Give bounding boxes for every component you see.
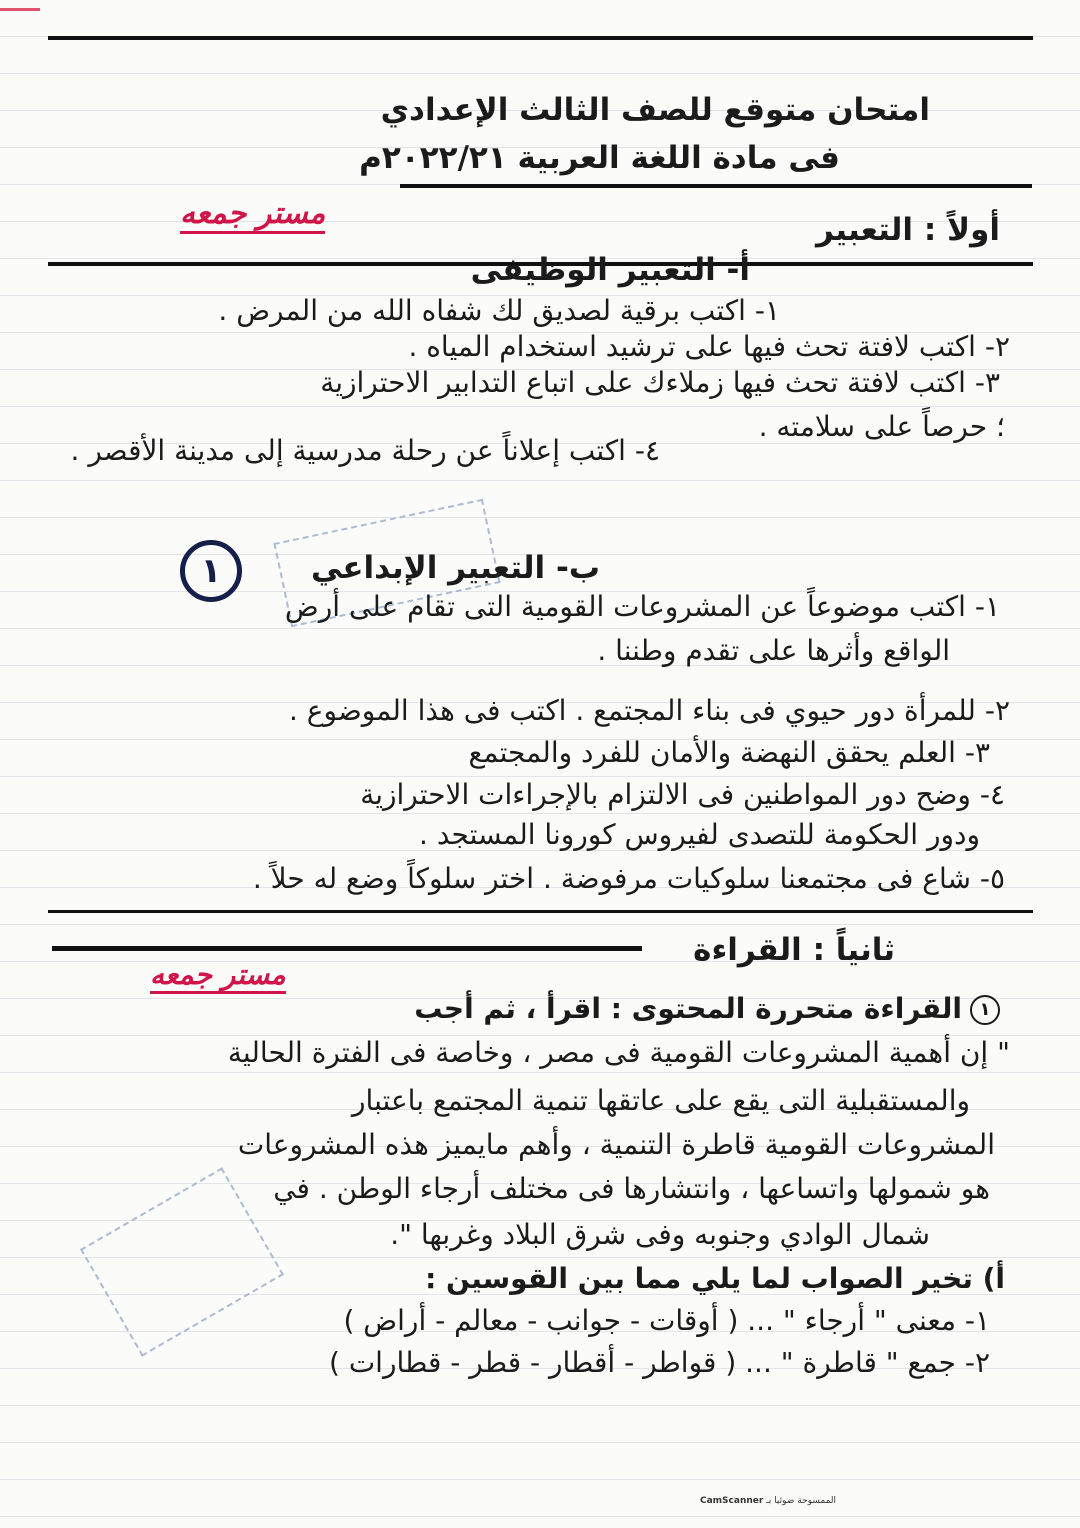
page-number-text: ١ [200, 551, 222, 591]
functional-item-2: ٢- اكتب لافتة تحث فيها على ترشيد استخدام المياه . [408, 330, 1010, 363]
section-expression-heading: أولاً : التعبير [816, 212, 1000, 248]
passage-line-2: والمستقبلية التى يقع على عاتقها تنمية المجتمع باعتبار [352, 1084, 970, 1117]
choice-question-2: ٢- جمع " قاطرة " ... ( قواطر - أقطار - قطر - قطارات ) [329, 1346, 990, 1379]
passage-line-3: المشروعات القومية قاطرة التنمية ، وأهم مايميز هذه المشروعات [237, 1128, 995, 1161]
teacher-signature-top: مستر جمعه [180, 196, 325, 234]
question-number-badge: ١ [970, 995, 1000, 1025]
creative-item-4-line2: ودور الحكومة للتصدى لفيروس كورونا المستجد . [419, 818, 980, 851]
passage-line-5: شمال الوادي وجنوبه وفى شرق البلاد وغربها ". [390, 1218, 930, 1251]
creative-item-2: ٢- للمرأة دور حيوي فى بناء المجتمع . اكتب فى هذا الموضوع . [289, 694, 1010, 727]
teacher-signature-reading: مستر جمعه [150, 958, 286, 994]
title-divider [400, 184, 1032, 188]
scanner-watermark [700, 1496, 836, 1506]
top-margin-line [0, 8, 40, 11]
functional-item-1: ١- اكتب برقية لصديق لك شفاه الله من المرض . [218, 294, 780, 327]
functional-item-4-line2: ٤- اكتب إعلاناً عن رحلة مدرسية إلى مدينة الأقصر . [70, 434, 660, 467]
creative-item-5: ٥- شاع فى مجتمعنا سلوكيات مرفوضة . اختر سلوكاً وضع له حلاً . [252, 862, 1005, 895]
top-divider [48, 36, 1033, 40]
scanner-prefix: الممسوحة ضوئيا بـ [766, 1496, 837, 1506]
exam-subtitle: فى مادة اللغة العربية ٢٠٢٢/٢١م [359, 140, 840, 176]
creative-item-3: ٣- العلم يحقق النهضة والأمان للفرد والمجتمع [468, 736, 990, 769]
creative-item-1-line1: ١- اكتب موضوعاً عن المشروعات القومية التى تقام على أرض [284, 590, 1000, 623]
faint-stamp-bottom [80, 1167, 284, 1356]
functional-item-3: ٣- اكتب لافتة تحث فيها زملاءك على اتباع التدابير الاحترازية [320, 366, 1000, 399]
choice-question-1: ١- معنى " أرجاء " ... ( أوقات - جوانب - معالم - أراض ) [343, 1304, 990, 1337]
passage-line-1: " إن أهمية المشروعات القومية فى مصر ، وخاصة فى الفترة الحالية [227, 1036, 1010, 1069]
page-number-badge [180, 540, 242, 602]
section-reading-heading: ثانياً : القراءة [693, 932, 895, 968]
creative-item-4-line1: ٤- وضح دور المواطنين فى الالتزام بالإجراءات الاحترازية [360, 778, 1005, 811]
section2-divider [52, 946, 642, 951]
passage-line-4: هو شمولها واتساعها ، وانتشارها فى مختلف أرجاء الوطن . في [273, 1172, 990, 1205]
reading-question-text: القراءة متحررة المحتوى : اقرأ ، ثم أجب [414, 992, 962, 1025]
functional-item-4-line1: ؛ حرصاً على سلامته . [758, 410, 1005, 443]
reading-question-intro [414, 992, 1000, 1025]
creative-item-1-line2: الواقع وأثرها على تقدم وطننا . [597, 634, 950, 667]
section2-divider-top [48, 910, 1033, 913]
creative-expression-subheading: ب- التعبير الإبداعي [310, 550, 600, 586]
scanner-app-name: CamScanner [700, 1496, 764, 1506]
functional-expression-subheading: أ- التعبير الوظيفى [470, 252, 750, 288]
exam-title: امتحان متوقع للصف الثالث الإعدادي [380, 92, 930, 128]
part-a-instruction: أ) تخير الصواب لما يلي مما بين القوسين : [425, 1262, 1005, 1295]
